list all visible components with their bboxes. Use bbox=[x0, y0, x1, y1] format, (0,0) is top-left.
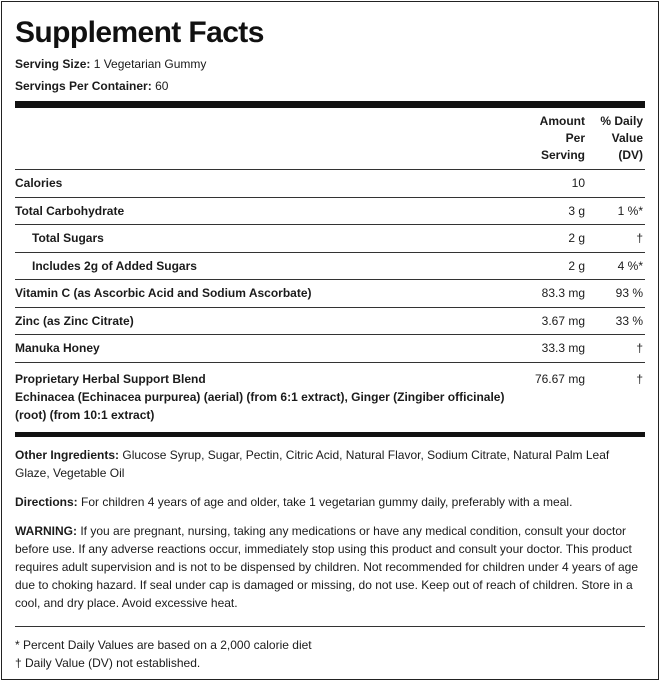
blend-amount: 76.67 mg bbox=[529, 362, 589, 432]
nutrient-dv: 4 %* bbox=[589, 252, 645, 280]
blend-name: Proprietary Herbal Support Blend bbox=[15, 371, 206, 386]
blend-dv: † bbox=[589, 362, 645, 432]
nutrient-amount: 33.3 mg bbox=[529, 335, 589, 363]
nutrient-rows bbox=[15, 170, 645, 363]
nutrient-name: Calories bbox=[15, 170, 529, 198]
warning-label: WARNING: bbox=[15, 523, 77, 538]
nutrient-row bbox=[15, 170, 645, 198]
nutrient-amount: 2 g bbox=[529, 225, 589, 253]
nutrient-amount: 10 bbox=[529, 170, 589, 198]
panel-title: Supplement Facts bbox=[15, 16, 264, 49]
warning bbox=[15, 522, 645, 612]
thick-divider bbox=[15, 101, 645, 108]
nutrient-dv: † bbox=[589, 335, 645, 363]
herbal-blend-row bbox=[15, 362, 645, 432]
nutrient-dv: † bbox=[589, 225, 645, 253]
other-ingredients-text: Glucose Syrup, Sugar, Pectin, Citric Acid, Natural Flavor, Sodium Citrate, Natural Palm Leaf Glaze, Vegetable Oil bbox=[15, 447, 610, 480]
serving-size bbox=[15, 57, 645, 71]
nutrient-amount: 2 g bbox=[529, 252, 589, 280]
servings-per-container bbox=[15, 79, 645, 93]
nutrient-dv bbox=[589, 170, 645, 198]
nutrient-name: Total Carbohydrate bbox=[15, 197, 529, 225]
footnote-dv: * Percent Daily Values are based on a 2,000 calorie diet bbox=[15, 637, 312, 652]
daily-value-header: % Daily Value (DV) bbox=[600, 114, 643, 162]
nutrient-row bbox=[15, 307, 645, 335]
directions-label: Directions: bbox=[15, 494, 78, 509]
nutrient-name: Vitamin C (as Ascorbic Acid and Sodium Ascorbate) bbox=[15, 280, 529, 308]
other-ingredients-label: Other Ingredients: bbox=[15, 447, 120, 462]
nutrient-amount: 3.67 mg bbox=[529, 307, 589, 335]
footnote-divider bbox=[15, 626, 645, 627]
thick-divider-bottom bbox=[15, 432, 645, 437]
amount-per-serving-header: Amount Per Serving bbox=[539, 114, 585, 162]
nutrient-amount: 3 g bbox=[529, 197, 589, 225]
nutrient-row bbox=[15, 197, 645, 225]
serving-size-value: 1 Vegetarian Gummy bbox=[93, 57, 207, 71]
nutrient-name: Includes 2g of Added Sugars bbox=[15, 252, 529, 280]
nutrient-name: Zinc (as Zinc Citrate) bbox=[15, 307, 529, 335]
nutrient-amount: 83.3 mg bbox=[529, 280, 589, 308]
nutrient-row bbox=[15, 335, 645, 363]
nutrient-name: Total Sugars bbox=[15, 225, 529, 253]
nutrient-dv: 1 %* bbox=[589, 197, 645, 225]
nutrient-row bbox=[15, 252, 645, 280]
servings-per-container-label: Servings Per Container: bbox=[15, 79, 152, 93]
blend-ingredients: Echinacea (Echinacea purpurea) (aerial) (from 6:1 extract), Ginger (Zingiber officinale) (root) (from 10:1 extract) bbox=[15, 389, 505, 422]
warning-text: If you are pregnant, nursing, taking any medications or have any medical condition, consult your doctor before use. If any adverse reactions occur, immediately stop using this product and consult your doctor. This product requires adult supervision and is not to be dispensed by children. Not recommended for children under 4 years of age due to choking hazard. If seal under cap is damaged or missing, do not use. Keep out of reach of children. Store in a cool, and dry place. Avoid excessive heat. bbox=[15, 523, 639, 610]
nutrient-dv: 33 % bbox=[589, 307, 645, 335]
directions bbox=[15, 493, 645, 511]
nutrient-name: Manuka Honey bbox=[15, 335, 529, 363]
servings-per-container-value: 60 bbox=[155, 79, 169, 93]
supplement-facts-panel bbox=[1, 1, 659, 680]
nutrient-row bbox=[15, 225, 645, 253]
table-header bbox=[15, 108, 645, 170]
other-ingredients bbox=[15, 446, 645, 482]
nutrient-table bbox=[15, 108, 645, 432]
nutrient-row bbox=[15, 280, 645, 308]
footnote-not-established: † Daily Value (DV) not established. bbox=[15, 655, 201, 670]
nutrient-dv: 93 % bbox=[589, 280, 645, 308]
directions-text: For children 4 years of age and older, take 1 vegetarian gummy daily, preferably with a meal. bbox=[81, 494, 573, 509]
serving-size-label: Serving Size: bbox=[15, 57, 91, 71]
